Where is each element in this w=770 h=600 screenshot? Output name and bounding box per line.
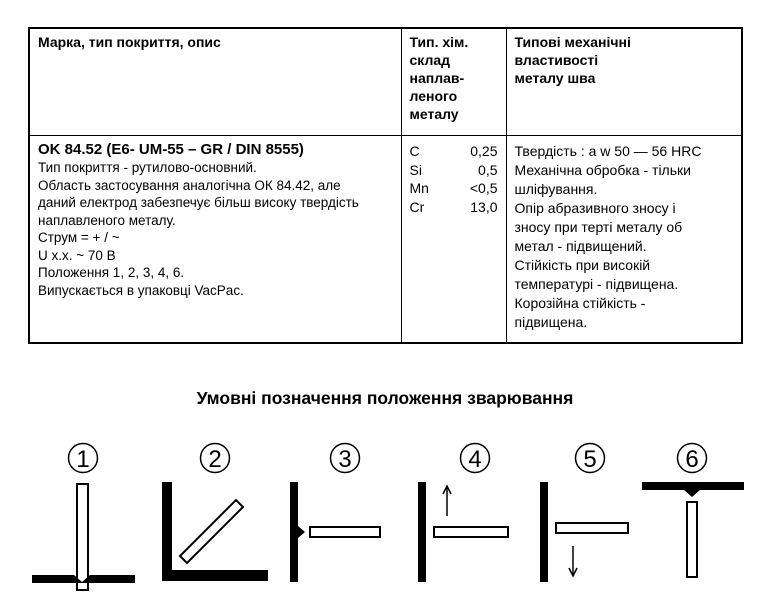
chem-value: 0,25 <box>470 143 498 159</box>
header-brand-text: Марка, тип покриття, опис <box>38 34 221 50</box>
chem-value: 0,5 <box>478 161 498 178</box>
chem-row-mn <box>410 179 498 198</box>
property-line: Твердість : а w 50 — 56 HRC <box>514 143 702 159</box>
chem-row-c <box>410 142 498 161</box>
property-line: Опір абразивного зносу і <box>514 200 676 216</box>
header-properties <box>506 28 742 136</box>
position-number: 4 <box>468 446 482 473</box>
description-line: наплавленого металу. <box>38 212 176 228</box>
property-line: Корозійна стійкість - <box>514 295 646 311</box>
chem-row-si <box>410 161 498 180</box>
description-line: Область застосування аналогічна ОК 84.42, але <box>38 177 341 193</box>
product-description <box>29 136 401 344</box>
description-line: U х.х. ~ 70 В <box>38 247 116 263</box>
header-brand <box>29 28 401 136</box>
description-line: Струм = + / ~ <box>38 230 120 245</box>
chem-element: Cr <box>409 198 425 215</box>
position-number: 5 <box>583 446 597 473</box>
header-chemistry-text: Тип. хім. склад наплав- леного металу <box>409 34 469 122</box>
chem-value: <0,5 <box>469 180 498 196</box>
description-line: Положення 1, 2, 3, 4, 6. <box>38 265 185 280</box>
chem-value: 13,0 <box>470 198 498 215</box>
property-line: Стійкість при високій <box>514 257 651 273</box>
chemistry-cell <box>401 136 506 344</box>
position-3-icon <box>290 444 380 583</box>
header-properties-text: Типові механічні властивості металу шва <box>514 34 631 86</box>
header-chemistry <box>401 28 506 136</box>
property-line: зносу при терті металу об <box>514 219 683 235</box>
chem-row-cr <box>410 198 498 217</box>
header-row <box>29 28 742 136</box>
position-number: 3 <box>338 446 352 473</box>
product-row <box>29 136 742 344</box>
position-1-icon <box>32 444 135 591</box>
position-2-icon <box>162 444 268 582</box>
property-line: Механічна обробка - тільки <box>514 162 691 178</box>
description-line: Тип покриття - рутилово-основний. <box>38 160 257 175</box>
welding-positions-diagram <box>0 430 770 600</box>
property-line: метал - підвищений. <box>514 238 647 254</box>
position-5-icon <box>540 444 628 583</box>
position-4-icon <box>418 444 508 583</box>
chem-element: C <box>409 143 420 159</box>
positions-title: Умовні позначення положення зварювання <box>196 388 574 408</box>
property-line: шліфування. <box>514 181 598 197</box>
spec-table <box>28 27 743 344</box>
position-number: 6 <box>685 446 699 473</box>
description-line: даний електрод забезпечує більш високу твердість <box>38 195 359 210</box>
chem-element: Si <box>409 161 422 178</box>
property-line: підвищена. <box>514 314 588 330</box>
description-line: Випускається в упаковці VacPac. <box>38 282 244 298</box>
product-brand: OK 84.52 (E6- UM-55 – GR / DIN 8555) <box>38 141 304 158</box>
chem-element: Mn <box>409 180 429 196</box>
position-number: 2 <box>208 446 222 473</box>
position-number: 1 <box>76 446 90 473</box>
properties-cell <box>506 136 742 344</box>
property-line: температурі - підвищена. <box>514 276 679 292</box>
position-6-icon <box>642 444 744 578</box>
